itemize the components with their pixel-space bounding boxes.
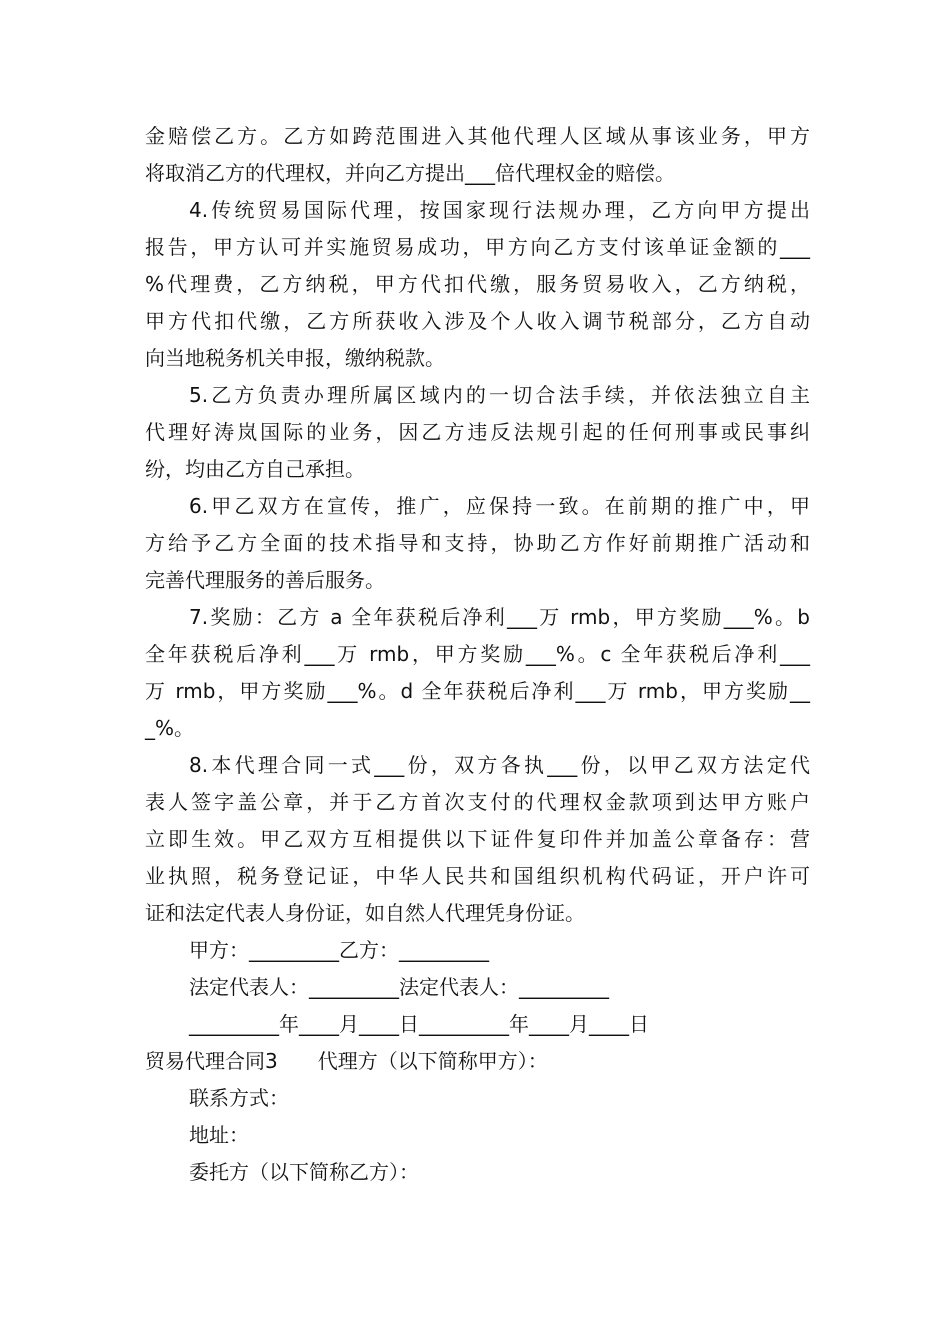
clause-8-start: 8.本代理合同一式___份，双方各执___份，以甲乙双方法定代 bbox=[189, 753, 810, 777]
text-line: 纷，均由乙方自己承担。 bbox=[145, 457, 365, 481]
text-line: _%。 bbox=[145, 716, 195, 740]
text-line: 代理好涛岚国际的业务，因乙方违反法规引起的任何刑事或民事纠 bbox=[145, 420, 810, 444]
text-line: 报告，甲方认可并实施贸易成功，甲方向乙方支付该单证金额的___ bbox=[145, 235, 810, 259]
principal-field: 委托方（以下简称乙方）： bbox=[189, 1160, 419, 1184]
text-line: 全年获税后净利___万 rmb，甲方奖励___%。c 全年获税后净利___ bbox=[145, 642, 810, 666]
contact-field: 联系方式： bbox=[189, 1086, 289, 1110]
address-field: 地址： bbox=[189, 1123, 249, 1147]
clause-5-start: 5.乙方负责办理所属区域内的一切合法手续，并依法独立自主 bbox=[189, 383, 810, 407]
contract-page bbox=[145, 118, 810, 1191]
text-line: 万 rmb，甲方奖励___%。d 全年获税后净利___万 rmb，甲方奖励__ bbox=[145, 679, 810, 703]
text-line: 表人签字盖公章，并于乙方首次支付的代理权金款项到达甲方账户 bbox=[145, 790, 810, 814]
clause-4-start: 4.传统贸易国际代理，按国家现行法规办理，乙方向甲方提出 bbox=[189, 198, 810, 222]
text-line: 完善代理服务的善后服务。 bbox=[145, 568, 385, 592]
text-line: 立即生效。甲乙双方互相提供以下证件复印件并加盖公章备存：营 bbox=[145, 827, 810, 851]
contract-3-heading: 贸易代理合同3 代理方（以下简称甲方）： bbox=[145, 1049, 548, 1073]
text-line: 金赔偿乙方。乙方如跨范围进入其他代理人区域从事该业务，甲方 bbox=[145, 124, 810, 148]
text-line: 方给予乙方全面的技术指导和支持，协助乙方作好前期推广活动和 bbox=[145, 531, 810, 555]
text-line: 业执照，税务登记证，中华人民共和国组织机构代码证，开户许可 bbox=[145, 864, 810, 888]
clause-6-start: 6.甲乙双方在宣传，推广，应保持一致。在前期的推广中，甲 bbox=[189, 494, 810, 518]
date-line: _________年____月____日_________年____月____日 bbox=[189, 1012, 649, 1036]
text-line: 向当地税务机关申报，缴纳税款。 bbox=[145, 346, 445, 370]
clause-7-start: 7.奖励：乙方 a 全年获税后净利___万 rmb，甲方奖励___%。b bbox=[189, 605, 810, 629]
text-line: 证和法定代表人身份证，如自然人代理凭身份证。 bbox=[145, 901, 585, 925]
legal-representative-line: 法定代表人：_________法定代表人：_________ bbox=[189, 975, 609, 999]
text-line: 将取消乙方的代理权，并向乙方提出___倍代理权金的赔偿。 bbox=[145, 161, 675, 185]
party-signature-line: 甲方：_________乙方：_________ bbox=[189, 938, 489, 962]
text-line: %代理费，乙方纳税，甲方代扣代缴，服务贸易收入，乙方纳税， bbox=[145, 272, 810, 296]
text-line: 甲方代扣代缴，乙方所获收入涉及个人收入调节税部分，乙方自动 bbox=[145, 309, 810, 333]
